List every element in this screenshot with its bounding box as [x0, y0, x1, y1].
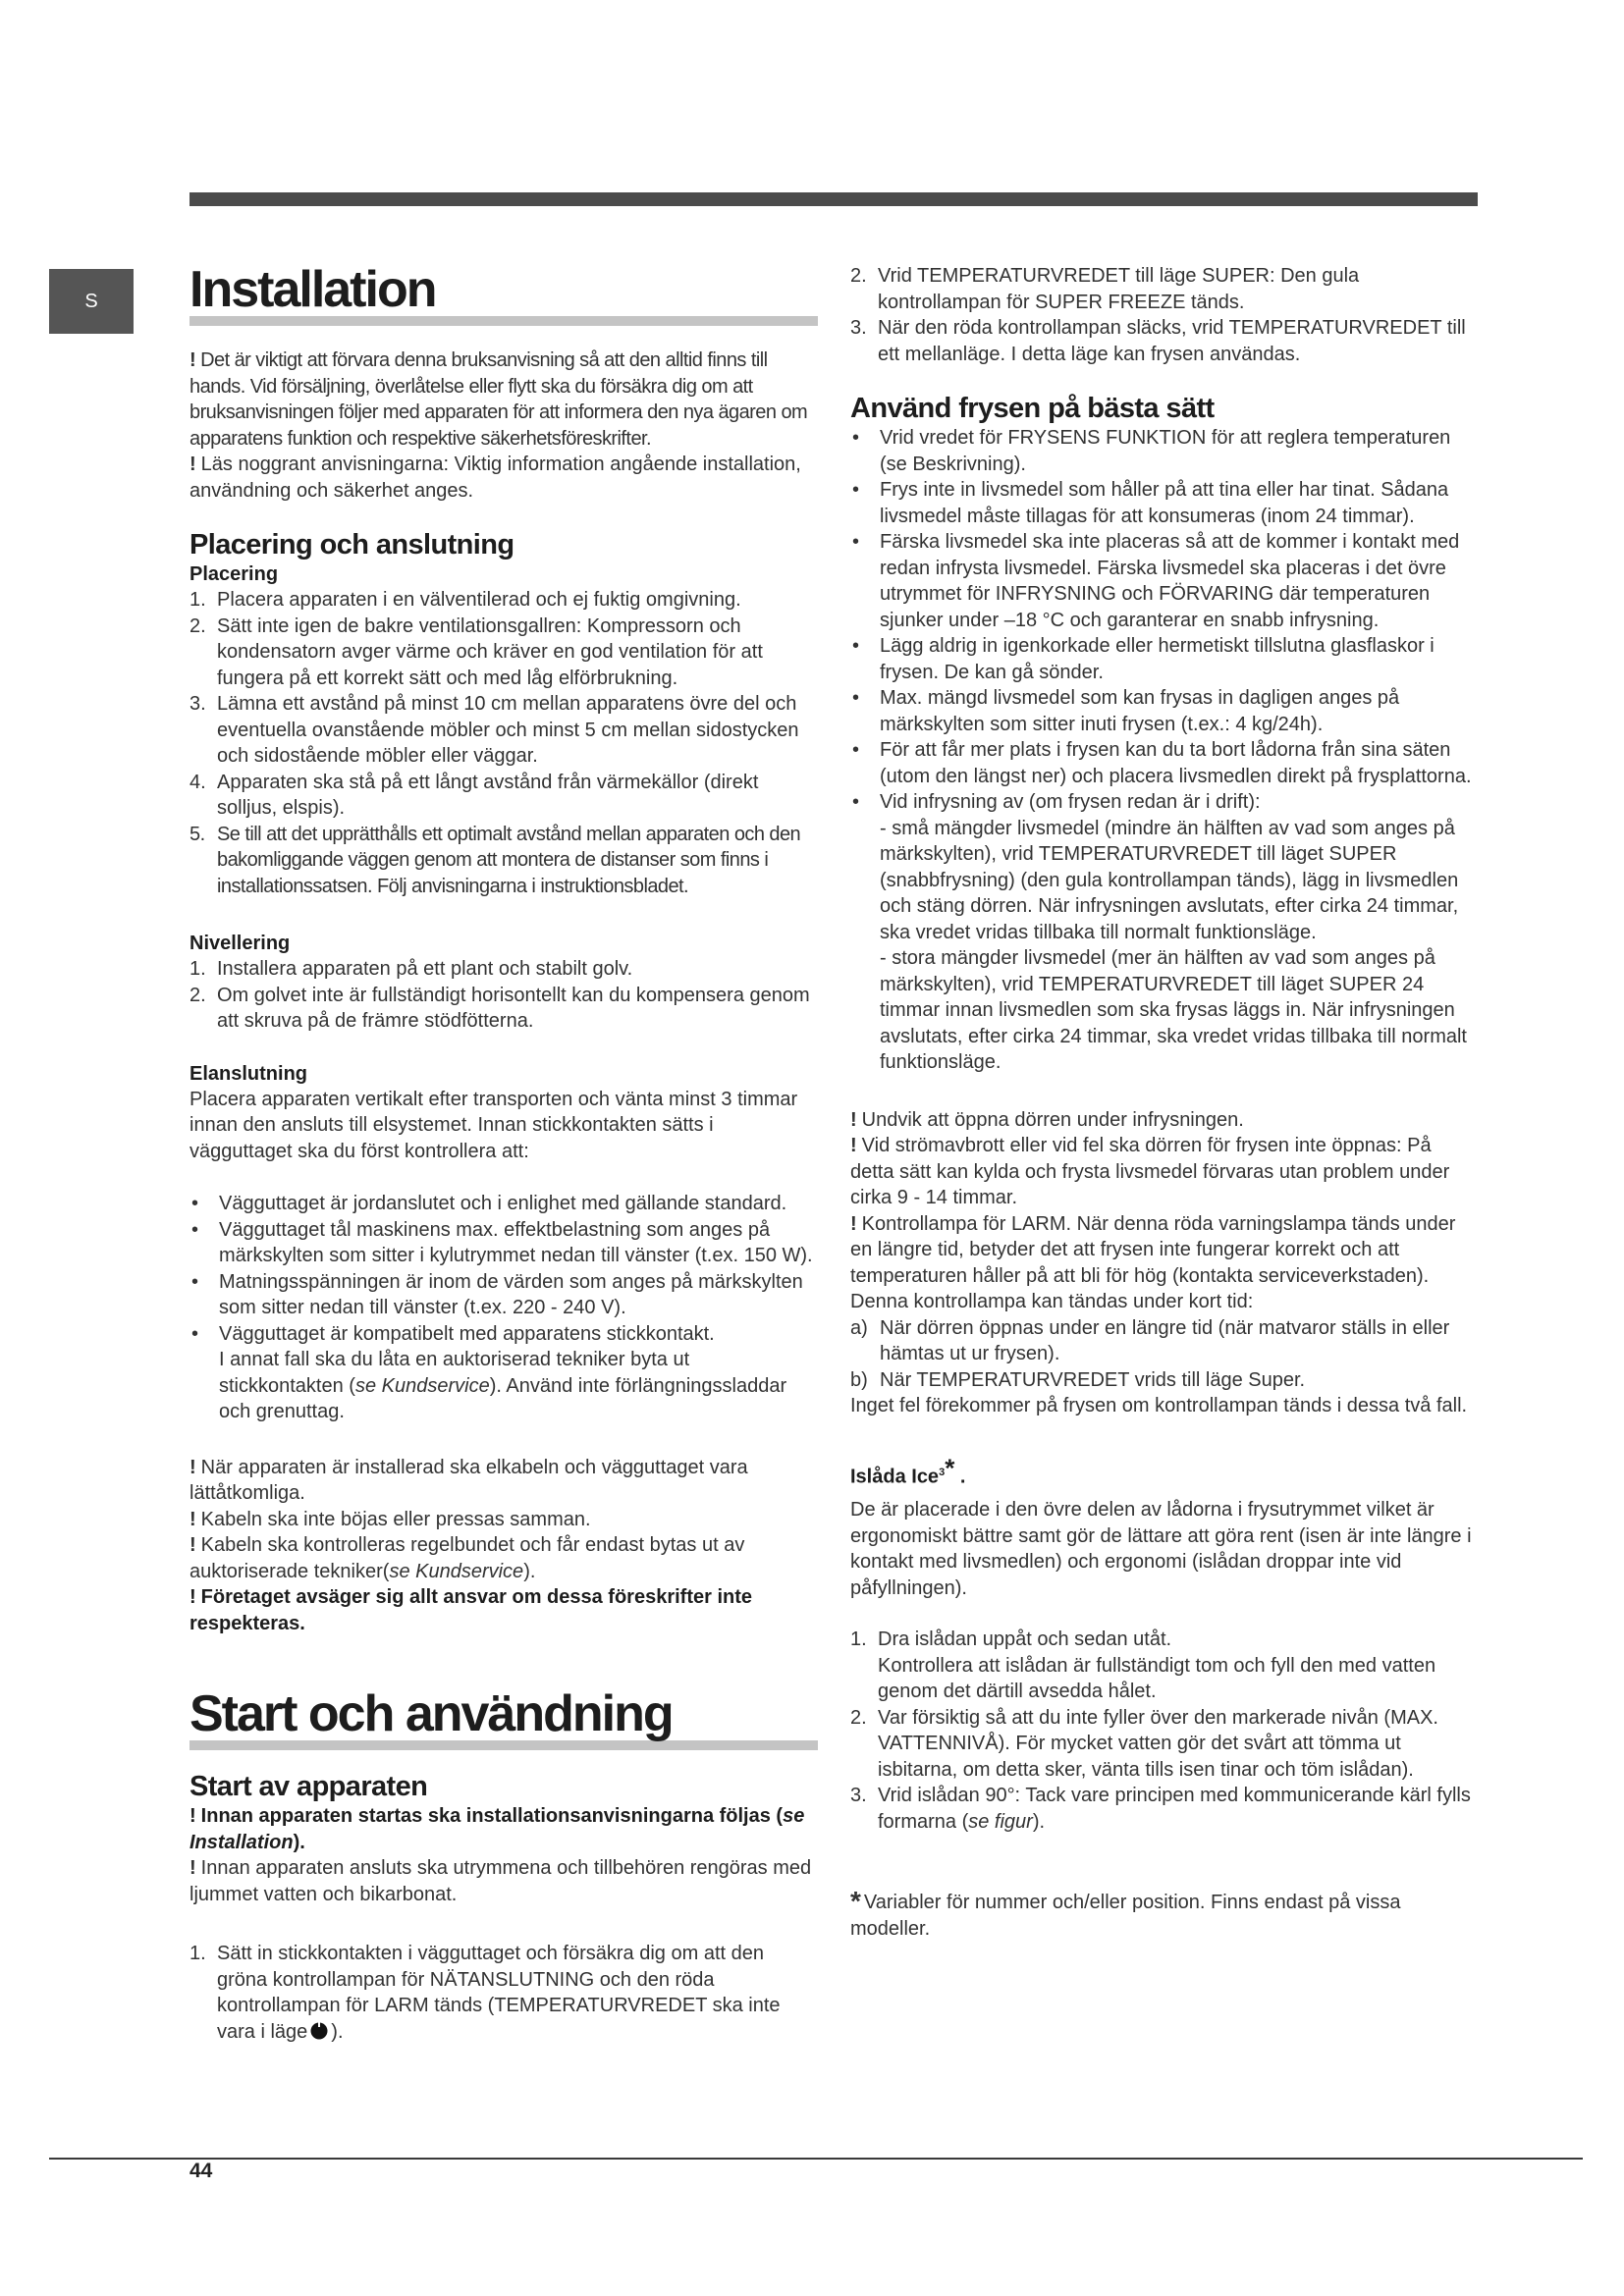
warning-mark: ! [850, 1108, 857, 1131]
list-item-text: För att får mer plats i frysen kan du ta bort lådorna från sina säten (utom den längst ner) och placera livsmedlen direkt på frysplattorna. [880, 739, 1472, 787]
list-item [850, 263, 1479, 315]
footnote-text: Variabler för nummer och/eller position. Finns endast på vissa modeller. [850, 1892, 1401, 1940]
warning-note [189, 1532, 818, 1584]
ice-tray-sup: 3 [939, 1466, 946, 1478]
start-steps-continued [850, 263, 1479, 367]
list-item-text: Frys inte in livsmedel som håller på att tina eller har tinat. Sådana livsmedel måste tillagas för att konsumeras (inom 24 timmar). [880, 479, 1449, 527]
list-item [189, 822, 818, 900]
list-item-text: Lämna ett avstånd på minst 10 cm mellan apparatens övre del och eventuella ovanstående möbler och minst 5 cm mellan sidostycken och sidostående möbler eller väggar. [217, 693, 799, 767]
text-segment: ). [331, 2020, 344, 2043]
ice-tray-title-text: Islåda Ice [850, 1466, 940, 1488]
variant-star: * [945, 1453, 955, 1483]
list-number: 2. [850, 265, 867, 287]
list-item-text: Om golvet inte är fullständigt horisontellt kan du kompensera genom att skruva på de främre stödfötterna. [217, 984, 810, 1032]
list-number: 2. [850, 1706, 867, 1729]
list-item-text: Matningsspänningen är inom de värden som anges på märkskylten som sitter nedan till vänster (t.ex. 220 - 240 V). [219, 1270, 803, 1318]
footer-rule [49, 2158, 1583, 2160]
case-text: När dörren öppnas under en längre tid (när matvaror ställs in eller hämtas ut ur frysen). [880, 1316, 1450, 1364]
list-item [850, 789, 1479, 1076]
list-item [850, 529, 1479, 633]
list-item [850, 1783, 1479, 1835]
reference-link-text: se figur [968, 1810, 1033, 1833]
list-item-text: Färska livsmedel ska inte placeras så att de kommer i kontakt med redan infrysta livsmedel. Färska livsmedel ska placeras i det övre utrymmet för INFRYSNING och FÖRVARING där temperaturen sjunker under –18 °C och garanterar en snabb infrysning. [880, 531, 1460, 631]
sub-item: - små mängder livsmedel (mindre än hälften av vad som anges på märkskylten), vrid TEMPERATURVREDET till läget SUPER (snabbfrysning) (den gula kontrollampan tänds), lägg in livsmedlen och stäng dörren. När infrysningen avslutats, efter cirka 24 timmar, ska vredet vridas tillbaka till normalt funktionsläge. [880, 817, 1459, 943]
list-item-more: Kontrollera att islådan är fullständigt tom och fyll den med vatten genom det därtill avsedda hålet. [878, 1654, 1436, 1703]
placering-list [189, 587, 818, 899]
warning-text: Företaget avsäger sig allt ansvar om dessa föreskrifter inte respekteras. [189, 1586, 753, 1634]
sub-item: - stora mängder livsmedel (mer än hälften av vad som anges på märkskylten), vrid TEMPERATURVREDET till läget SUPER 24 timmar innan livsmedlen som ska frysas läggs in. När infrysningen avslutats, efter cirka 24 timmar, ska vredet vridas tillbaka till normalt funktionsläge. [880, 947, 1467, 1073]
nivellering-list [189, 956, 818, 1035]
bullet-icon [852, 789, 859, 816]
list-item-text: Sätt inte igen de bakre ventilationsgallren: Kompressorn och kondensatorn avger värme och kräver en god ventilation för att fungera på ett korrekt sätt och med låg elförbrukning. [217, 614, 763, 689]
off-position-icon [309, 2021, 329, 2041]
warning-note [189, 1455, 818, 1507]
bullet-icon [191, 1191, 198, 1217]
warning-note [850, 1211, 1479, 1290]
footnote [850, 1886, 1479, 1942]
text-segment: ). [293, 1831, 305, 1853]
left-column [189, 263, 818, 2045]
list-item-more [219, 1347, 818, 1425]
warning-text: Vid strömavbrott eller vid fel ska dörren för frysen inte öppnas: På detta sätt kan kylda och frysta livsmedel förvaras utan problem under cirka 9 - 14 timmar. [850, 1135, 1450, 1208]
text-segment: ). [523, 1560, 536, 1582]
list-number: 3. [850, 1785, 867, 1807]
list-item-text: Placera apparaten i en välventilerad och ej fuktig omgivning. [217, 589, 741, 611]
footnote-star: * [850, 1886, 861, 1917]
list-item [189, 1941, 818, 2045]
list-item-text: Vrid vredet för FRYSENS FUNKTION för att reglera temperaturen (se Beskrivning). [880, 427, 1451, 475]
nivellering-subtitle: Nivellering [189, 933, 291, 954]
list-item [850, 477, 1479, 529]
list-item [189, 1191, 818, 1217]
text-segment: I annat fall ska du låta en auktoriserad tekniker byta ut stickkontakten ( [219, 1349, 690, 1397]
warning-mark: ! [189, 454, 196, 475]
warning-mark: ! [189, 1805, 196, 1827]
warning-text: Kabeln ska inte böjas eller pressas samman. [200, 1508, 591, 1530]
warning-text: Undvik att öppna dörren under infrysningen. [861, 1108, 1244, 1131]
list-number: 2. [189, 984, 206, 1006]
warning-mark: ! [189, 1586, 196, 1608]
text-segment: Vrid islådan 90°: Tack vare principen med kommunicerande kärl fylls formarna ( [878, 1785, 1471, 1833]
list-item [189, 691, 818, 770]
elanslutning-subtitle: Elanslutning [189, 1062, 307, 1085]
placering-subtitle: Placering [189, 563, 279, 585]
freezer-tips [850, 425, 1479, 1076]
list-number: 4. [189, 771, 206, 793]
bullet-icon [852, 685, 859, 712]
list-item-text: När den röda kontrollampan släcks, vrid TEMPERATURVREDET till ett mellanläge. I detta läge kan frysen användas. [878, 317, 1466, 365]
header-rule [189, 192, 1478, 206]
intro-note [189, 347, 818, 452]
list-number: 1. [189, 589, 206, 611]
warning-mark: ! [189, 349, 196, 371]
text-segment: Sätt in stickkontakten i vägguttaget och försäkra dig om att den gröna kontrollampan för NÄTANSLUTNING och den röda kontrollampan för LARM tänds (TEMPERATURVREDET ska inte vara i läge [217, 1943, 781, 2043]
text-segment: Innan apparaten startas ska installationsanvisningarna följas ( [200, 1805, 784, 1827]
text-segment: Kabeln ska kontrolleras regelbundet och får endast bytas ut av auktoriserade tekniker( [189, 1534, 745, 1582]
start-warning [189, 1855, 818, 1907]
ice-tray-text: De är placerade i den övre delen av lådorna i frysutrymmet vilket är ergonomiskt bättre samt gör de lättare att göra rent (isen är inte längre i kontakt med livsmedlen) och ergonomi (islådan droppar inte vid påfyllningen). [850, 1499, 1472, 1599]
bullet-icon [852, 633, 859, 660]
list-number: 3. [850, 317, 867, 339]
warning-mark: ! [850, 1212, 857, 1235]
list-item-text: Lägg aldrig in igenkorkade eller hermetiskt tillslutna glasflaskor i frysen. De kan gå sönder. [880, 635, 1435, 683]
reference-link-text: se Kundservice [389, 1560, 524, 1582]
placement-title: Placering och anslutning [189, 529, 514, 561]
page-number: 44 [189, 2160, 213, 2182]
list-item-text: Max. mängd livsmedel som kan frysas in dagligen anges på märkskylten som sitter inuti frysen (t.ex.: 4 kg/24h). [880, 687, 1400, 735]
list-item-text: Apparaten ska stå på ett långt avstånd från värmekällor (direkt solljus, elspis). [217, 771, 759, 819]
ice-tray-steps [850, 1627, 1479, 1835]
start-steps [189, 1941, 818, 2045]
bullet-icon [852, 477, 859, 504]
list-item-text: Vägguttaget är jordanslutet och i enlighet med gällande standard. [219, 1193, 787, 1214]
warning-mark: ! [189, 1534, 196, 1556]
warning-mark: ! [189, 1508, 196, 1530]
warning-text: Innan apparaten ansluts ska utrymmena och tillbehören rengöras med ljummet vatten och bikarbonat. [189, 1857, 812, 1905]
installation-title: Installation [189, 263, 818, 326]
case-text: När TEMPERATURVREDET vrids till läge Super. [880, 1368, 1306, 1391]
list-item [189, 770, 818, 822]
alarm-intro: Denna kontrollampa kan tändas under kort tid: [850, 1291, 1254, 1312]
list-item [850, 685, 1479, 737]
list-number: 5. [189, 823, 205, 845]
intro-note-text: Det är viktigt att förvara denna bruksanvisning så att den alltid finns till hands. Vid försäljning, överlåtelse eller flytt ska du försäkra dig om att bruksanvisningen följer med apparaten för att informera den nya ägaren om apparatens funktion och respektive säkerhetsföreskrifter. [189, 349, 808, 450]
elanslutning-checklist [189, 1191, 818, 1425]
case-label: a) [850, 1316, 868, 1339]
list-item [189, 956, 818, 983]
list-item [850, 315, 1479, 367]
list-number: 1. [189, 958, 206, 980]
language-tab-label: S [84, 290, 98, 312]
list-number: 2. [189, 614, 206, 637]
alarm-case [850, 1315, 1479, 1367]
list-item [189, 1217, 818, 1269]
list-item [850, 1705, 1479, 1784]
warning-note [189, 1507, 818, 1533]
list-number: 1. [189, 1943, 206, 1964]
text-segment: ). Använd inte förlängningssladdar och grenuttag. [219, 1374, 787, 1422]
list-item-text: Vid infrysning av (om frysen redan är i drift): [880, 791, 1261, 813]
warning-mark: ! [850, 1135, 857, 1156]
intro-note-text: Läs noggrant anvisningarna: Viktig information angående installation, användning och säkerhet anges. [189, 454, 801, 502]
start-section-title: Start och användning [189, 1687, 818, 1750]
list-item [189, 983, 818, 1035]
alarm-outro: Inget fel förekommer på frysen om kontrollampan tänds i dessa två fall. [850, 1395, 1468, 1416]
list-item-text: Dra islådan uppåt och sedan utåt. [878, 1629, 1172, 1651]
reference-link-text: se Kundservice [354, 1374, 490, 1397]
warning-text: När apparaten är installerad ska elkabeln och vägguttaget vara lättåtkomliga. [189, 1456, 748, 1504]
freezer-notes [850, 1107, 1479, 1419]
list-item-text: Installera apparaten på ett plant och stabilt golv. [217, 958, 633, 980]
warning-note [850, 1133, 1479, 1211]
ice-tray-dot: . [954, 1466, 966, 1488]
alarm-case [850, 1367, 1479, 1394]
list-item-text: Vrid TEMPERATURVREDET till läge SUPER: Den gula kontrollampan för SUPER FREEZE tänds. [878, 265, 1360, 313]
start-warning-bold [189, 1803, 818, 1855]
warning-note [850, 1107, 1479, 1134]
installation-intro [189, 347, 818, 504]
bullet-icon [852, 425, 859, 452]
warning-mark: ! [189, 1456, 196, 1478]
bullet-icon [852, 737, 859, 764]
list-item [850, 633, 1479, 685]
intro-note [189, 452, 818, 504]
text-segment: ). [1032, 1810, 1046, 1833]
list-item [189, 1269, 818, 1321]
list-item [189, 1321, 818, 1425]
list-item [850, 1627, 1479, 1705]
elanslutning-text: Placera apparaten vertikalt efter transporten och vänta minst 3 timmar innan den ansluts till elsystemet. Innan stickkontakten sätts i vägguttaget ska du först kontrollera att: [189, 1088, 798, 1162]
right-column [850, 263, 1479, 1942]
list-item-text: Var försiktig så att du inte fyller över den markerade nivån (MAX. VATTENNIVÅ). För mycket vatten gör det svårt att tömma ut isbitarna, om detta sker, vänta tills isen tinar och töm islådan). [878, 1706, 1438, 1781]
reference-link-text: se Installation [189, 1805, 805, 1853]
list-item [850, 425, 1479, 477]
list-number: 1. [850, 1629, 867, 1651]
case-label: b) [850, 1368, 868, 1391]
ice-tray-title [850, 1453, 1479, 1490]
list-item [189, 614, 818, 692]
bullet-icon [852, 529, 859, 556]
bullet-icon [191, 1217, 198, 1244]
bullet-icon [191, 1321, 198, 1348]
warning-text: Kontrollampa för LARM. När denna röda varningslampa tänds under en längre tid, betyder det att frysen inte fungerar korrekt och att temperaturen håller på att bli för hög (kontakta serviceverkstaden). [850, 1212, 1456, 1287]
list-item [189, 587, 818, 614]
start-subtitle: Start av apparaten [189, 1771, 428, 1802]
list-item [850, 737, 1479, 789]
language-tab [49, 269, 134, 334]
warning-mark: ! [189, 1857, 196, 1879]
list-item-text: Vägguttaget tål maskinens max. effektbelastning som anges på märkskylten som sitter i kylutrymmet nedan till vänster (t.ex. 150 W). [219, 1218, 813, 1266]
list-item-text: Se till att det upprätthålls ett optimalt avstånd mellan apparaten och den bakomliggande väggen genom att montera de distanser som finns i installationssatsen. Följ anvisningarna i instruktionsbladet. [217, 823, 801, 897]
list-number: 3. [189, 693, 206, 715]
disclaimer-note [189, 1584, 818, 1636]
freezer-title: Använd frysen på bästa sätt [850, 393, 1215, 424]
bullet-icon [191, 1269, 198, 1296]
list-item-text: Vägguttaget är kompatibelt med apparatens stickkontakt. [219, 1322, 715, 1345]
installation-warnings [189, 1455, 818, 1637]
